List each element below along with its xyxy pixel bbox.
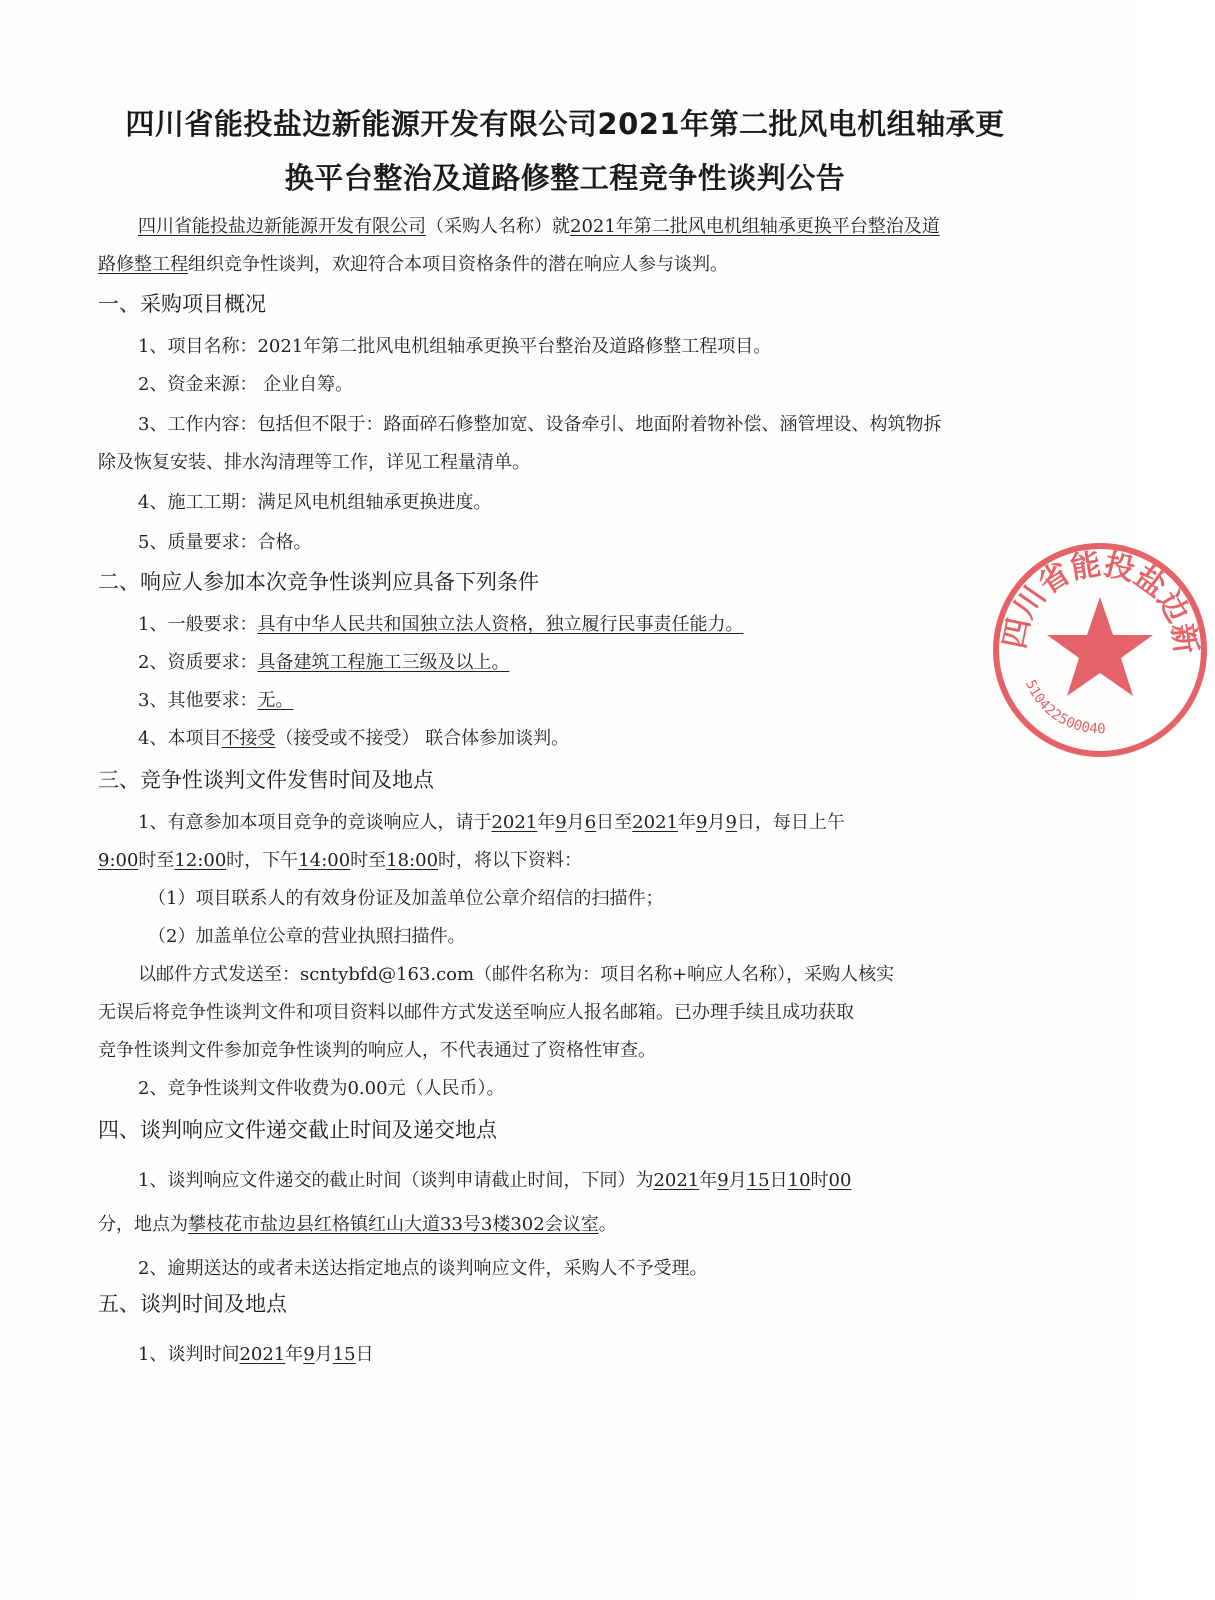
s3-item-1-line-2: 9:00时至12:00时，下午14:00时至18:00时，将以下资料：	[98, 850, 583, 871]
s1-item-5: 5、质量要求：合格。	[138, 532, 312, 553]
s4-item-2: 2、逾期送达的或者未送达指定地点的谈判响应文件，采购人不予受理。	[138, 1258, 708, 1279]
document-title-line-2: 换平台整治及道路修整工程竞争性谈判公告	[284, 161, 846, 195]
section-4-heading: 四、谈判响应文件递交截止时间及递交地点	[98, 1118, 497, 1142]
section-3-heading: 三、竞争性谈判文件发售时间及地点	[98, 768, 434, 792]
seal-star-icon	[1047, 597, 1153, 696]
project-name: 2021年第二批风电机组轴承更换平台整治及道	[570, 216, 940, 237]
s1-item-3-line-1: 3、工作内容：包括但不限于：路面碎石修整加宽、设备牵引、地面附着物补偿、涵管埋设、构筑物拆	[138, 414, 942, 435]
s3-mail-line-1: 以邮件方式发送至：scntybfd@163.com（邮件名称为：项目名称+响应人名称），采购人核实	[138, 964, 895, 985]
s1-item-4: 4、施工工期：满足风电机组轴承更换进度。	[138, 492, 492, 513]
s4-item-1-line-2: 分，地点为攀枝花市盐边县红格镇红山大道33号3楼302会议室。	[98, 1214, 617, 1235]
s3-item-2: 2、竞争性谈判文件收费为0.00元（人民币）。	[138, 1078, 505, 1099]
s3-sub-2: （2）加盖单位公章的营业执照扫描件。	[148, 926, 466, 947]
s1-item-3-line-2: 除及恢复安装、排水沟清理等工作，详见工程量清单。	[98, 452, 530, 473]
section-1-heading: 一、采购项目概况	[98, 292, 266, 316]
s5-item-1: 1、谈判时间2021年9月15日	[138, 1344, 374, 1365]
document-title-line-1: 四川省能投盐边新能源开发有限公司2021年第二批风电机组轴承更	[125, 107, 1005, 141]
seal-name-text: 四川省能投盐边新	[997, 546, 1204, 656]
s4-item-1-line-1: 1、谈判响应文件递交的截止时间（谈判申请截止时间，下同）为2021年9月15日10时00	[138, 1170, 852, 1191]
section-2-heading: 二、响应人参加本次竞争性谈判应具备下列条件	[98, 570, 539, 594]
intro-line-1: 四川省能投盐边新能源开发有限公司（采购人名称）就2021年第二批风电机组轴承更换平台整治及道	[138, 216, 940, 237]
seal-code-text: 510422500040	[1021, 677, 1106, 738]
s2-item-4: 4、本项目不接受（接受或不接受） 联合体参加谈判。	[138, 728, 570, 749]
s3-item-1-line-1: 1、有意参加本项目竞争的竞谈响应人，请于2021年9月6日至2021年9月9日，每日上午	[138, 812, 845, 833]
s2-item-3: 3、其他要求：无。	[138, 690, 294, 711]
purchaser-name: 四川省能投盐边新能源开发有限公司	[138, 216, 426, 237]
s3-mail-line-2: 无误后将竞争性谈判文件和项目资料以邮件方式发送至响应人报名邮箱。已办理手续且成功获取	[98, 1002, 854, 1023]
s2-item-2: 2、资质要求：具备建筑工程施工三级及以上。	[138, 652, 510, 673]
s3-sub-1: （1）项目联系人的有效身份证及加盖单位公章介绍信的扫描件；	[148, 888, 664, 909]
intro-line-2: 路修整工程组织竞争性谈判，欢迎符合本项目资格条件的潜在响应人参与谈判。	[98, 254, 728, 275]
company-seal-stamp	[985, 535, 1215, 765]
s3-mail-line-3: 竞争性谈判文件参加竞争性谈判的响应人，不代表通过了资格性审查。	[98, 1040, 656, 1061]
s1-item-2: 2、资金来源： 企业自筹。	[138, 374, 354, 395]
section-5-heading: 五、谈判时间及地点	[98, 1292, 287, 1316]
s2-item-1: 1、一般要求：具有中华人民共和国独立法人资格，独立履行民事责任能力。	[138, 614, 744, 635]
meeting-place: 攀枝花市盐边县红格镇红山大道33号3楼302会议室	[188, 1214, 599, 1235]
s1-item-1: 1、项目名称：2021年第二批风电机组轴承更换平台整治及道路修整工程项目。	[138, 336, 772, 357]
